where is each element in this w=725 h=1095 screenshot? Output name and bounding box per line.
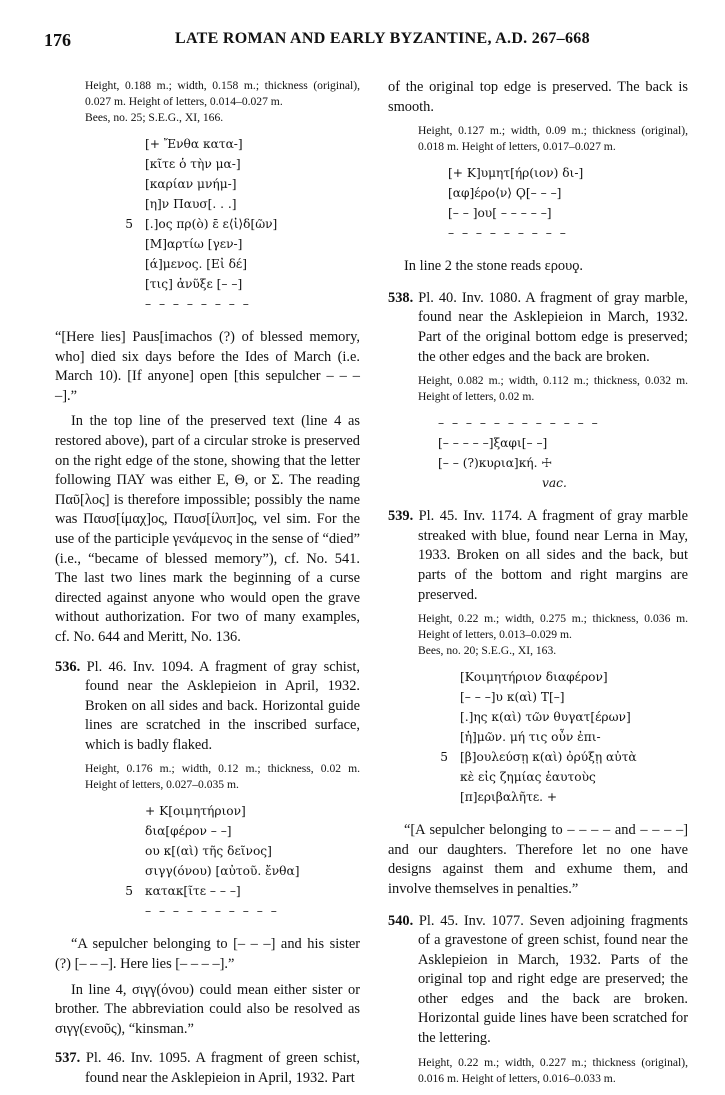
inscription-line: [ἡ]μῶν. μή τις οὖν ἐπι- <box>460 730 601 745</box>
entry-description: Pl. 45. Inv. 1174. A fragment of gray marble streaked with blue, found near Lerna in May, 1933. Broken on all sides and the back, but parts of the bottom and right margins are preserved. <box>418 508 688 603</box>
dimensions-text: Height, 0.188 m.; width, 0.158 m.; thickness (original), 0.027 m. Height of letters, 0.014–0.027 m. <box>85 79 360 108</box>
inscription-line <box>125 214 360 234</box>
dimensions-text: Height, 0.082 m.; width, 0.112 m.; thickness, 0.032 m. Height of letters, 0.02 m. <box>418 374 688 404</box>
inscription-line: [τις] ἀνῦξε [– –] <box>145 277 243 291</box>
commentary-paragraph: In line 4, σιγγ(όνου) could mean either sister or brother. The abbreviation could also be resolved as σιγγ(ενοῦς), “kinsman.” <box>55 981 360 1037</box>
inscription-line: [– – – – –]ξαφι[– –] <box>438 436 548 451</box>
inscription-line: κὲ εἰς ζημίας ἑαυτοὺς <box>460 770 596 785</box>
catalog-entry-540 <box>388 912 688 1049</box>
bibliography: Bees, no. 20; S.E.G., XI, 163. <box>418 644 557 658</box>
inscription-line: – – – – – – – – <box>145 297 251 311</box>
inscription-line: – – – – – – – – – – – – <box>438 416 600 431</box>
inscription-line: [+ Κ]υμητ[ήρ(ιον) δι-] <box>448 166 584 181</box>
inscription-line: [ά]μενος. [Εἰ δέ] <box>145 257 248 271</box>
inscription-line: [– – ]ου[ – – – – –] <box>448 206 552 221</box>
dimensions-text: Height, 0.176 m.; width, 0.12 m.; thickness, 0.02 m. Height of letters, 0.027–0.035 m. <box>85 762 360 792</box>
inscription-line: σιγγ(όνου) [αὐτοῦ. ἔνθα] <box>145 864 300 879</box>
entry-description: Pl. 40. Inv. 1080. A fragment of gray marble, found near the Asklepieion in March, 1932. Part of the original bottom edge is preserved; the other edges and the back are broken. <box>418 289 688 365</box>
inscription-line: [κῖτε ὁ τὴν μα-] <box>145 157 241 171</box>
commentary-paragraph: In line 2 the stone reads ερουϙ. <box>404 258 584 275</box>
inscription-line: [η]ν Παυσ[. . .] <box>145 197 237 211</box>
continuation-paragraph: of the original top edge is preserved. The back is smooth. <box>388 79 688 115</box>
translation-paragraph: “A sepulcher belonging to [– – –] and his sister (?) [– – –]. Here lies [– – – –].” <box>55 936 360 973</box>
inscription-text <box>55 801 360 921</box>
inscription-line: vac. <box>542 476 567 491</box>
inscription-line: ου κ[(αὶ) τῆς δεῖνος] <box>145 844 272 859</box>
inscription-line: δια[φέρον – –] <box>145 824 232 839</box>
inscription-text <box>388 667 688 807</box>
right-column <box>388 78 688 1095</box>
line-number: 5 <box>125 884 133 899</box>
translation-paragraph: “[A sepulcher belonging to – – – – and – – – –] and our daughters. Therefore let no one have designs against them and exhume them, and involve themselves in penalties.” <box>388 822 688 897</box>
inscription-line: [Κοιμητήριον διαφέρον] <box>460 670 608 685</box>
inscription-line: [.]ης κ(αὶ) τῶν θυγατ[έρων] <box>460 710 631 725</box>
catalog-entry-538 <box>388 289 688 367</box>
running-title: LATE ROMAN AND EARLY BYZANTINE, A.D. 267–668 <box>175 30 590 47</box>
inscription-line: – – – – – – – – – <box>448 226 568 241</box>
dimensions-text: Height, 0.22 m.; width, 0.275 m.; thickness, 0.036 m. Height of letters, 0.013–0.029 m. <box>418 612 688 642</box>
entry-description: Pl. 45. Inv. 1077. Seven adjoining fragments of a gravestone of green schist, found near the Asklepieion in March, 1932. Parts of the original top and right edge are preserved; the other edges and the back are broken. Horizontal guide lines have been scratched for the lettering. <box>418 912 688 1047</box>
inscription-text <box>388 413 688 493</box>
entry-number: 537. <box>55 1050 81 1067</box>
inscription-line-text: [β]ουλεύσῃ κ(αὶ) ὀρύξῃ αὐτὰ <box>460 750 637 765</box>
entry-number: 536. <box>55 658 81 675</box>
inscription-line: [Μ]αρτίω [γεν-] <box>145 237 243 251</box>
dimensions-text: Height, 0.22 m.; width, 0.227 m.; thickness (original), 0.016 m. Height of letters, 0.016–0.033 m. <box>418 1055 688 1085</box>
entry-number: 539. <box>388 508 414 525</box>
catalog-entry-536 <box>55 658 360 756</box>
catalog-entry-539 <box>388 507 688 605</box>
inscription-line: + Κ[οιμητήριον] <box>145 804 246 819</box>
inscription-line: – – – – – – – – – – <box>145 904 279 919</box>
inscription-line <box>440 747 688 767</box>
inscription-line <box>125 881 360 901</box>
inscription-line: [– – (?)κυρια]κή. ☩ <box>438 456 553 471</box>
entry-number: 538. <box>388 289 414 306</box>
inscription-text <box>55 134 360 314</box>
line-number: 5 <box>125 217 133 231</box>
inscription-line: [π]εριβαλῆτε. + <box>460 790 558 805</box>
inscription-line: [αφ]έρο⟨ν⟩ Ϙ[– – –] <box>448 186 562 201</box>
commentary-paragraph: In the top line of the preserved text (line 4 as restored above), part of a circular stroke is preserved on the right edge of the stone, showing that the letter following ΠΑΥ was either Ε, Θ, or Σ. The reading Παῦ[λος] is therefore impossible; possibly the name was Παυσ[ίμαχ]ος, Παυσ[ίλυπ]ος, vel sim. For the use of the participle γενάμενος in the sense of “died” (i.e., “became of blessed memory”), cf. No. 541. The last two lines mark the beginning of a curse directed against anyone who would open the grave without authorization. For two of many examples, cf. No. 644 and Meritt, No. 136. <box>55 413 360 645</box>
translation-paragraph: “[Here lies] Paus[imachos (?) of blessed memory, who] died six days before the Ides of March (i.e. March 10). [If anyone] open [this sepulcher – – – –].” <box>55 329 360 404</box>
catalog-entry-537 <box>55 1049 360 1088</box>
dimensions-text: Height, 0.127 m.; width, 0.09 m.; thickness (original), 0.018 m. Height of letters, 0.017–0.027 m. <box>418 124 688 154</box>
inscription-text <box>388 163 688 243</box>
left-column <box>55 78 360 1095</box>
bibliography: Bees, no. 25; S.E.G., XI, 166. <box>85 111 224 124</box>
inscription-line: [καρίαν μνήμ-] <box>145 177 237 191</box>
entry-description: Pl. 46. Inv. 1095. A fragment of green schist, found near the Asklepieion in April, 1932. Part <box>85 1050 360 1087</box>
inscription-line: [– – –]υ κ(αὶ) Τ[–] <box>460 690 565 705</box>
entry-number: 540. <box>388 912 414 929</box>
line-number: 5 <box>440 750 448 765</box>
page-header <box>0 30 725 60</box>
inscription-line-text: [.]ος πρ(ὸ) ε̄ ε⟨ἰ⟩δ[ῶν] <box>145 217 278 231</box>
inscription-line: [+ Ἔνθα κατα-] <box>145 137 243 151</box>
entry-description: Pl. 46. Inv. 1094. A fragment of gray schist, found near the Asklepieion in April, 1932. Broken on all sides and back. Horizontal guide lines are scratched in the inscribed surface, which is badly flaked. <box>85 658 360 753</box>
page-number: 176 <box>44 30 71 50</box>
inscription-line-text: κατακ[ῖτε – – –] <box>145 884 241 899</box>
